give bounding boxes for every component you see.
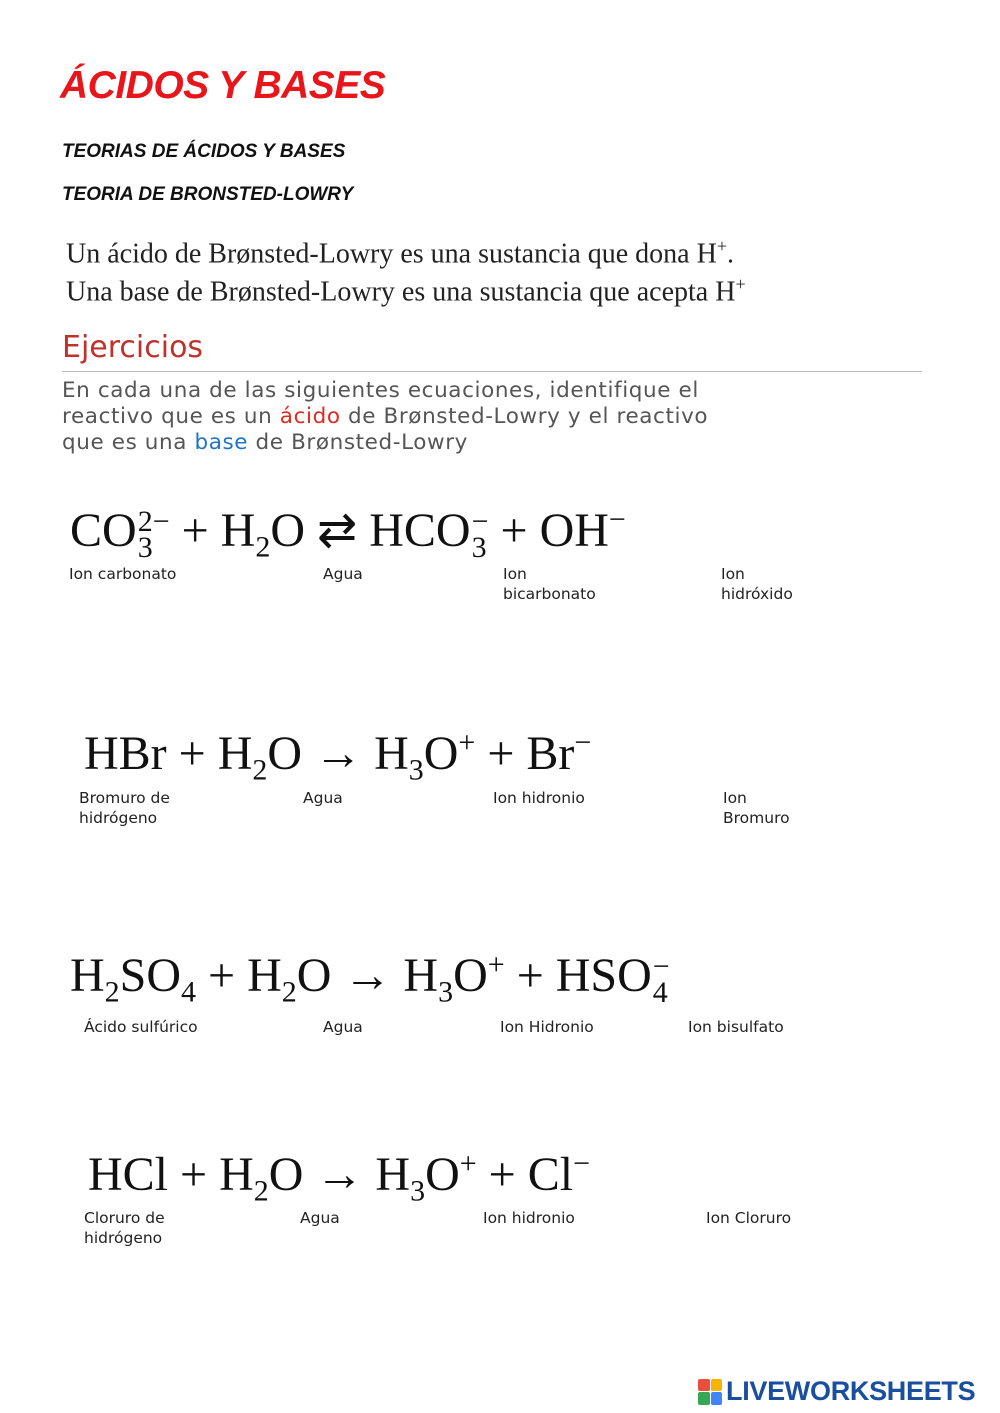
label-ion-cloruro: Ion Cloruro: [706, 1209, 792, 1227]
definition-acid: Un ácido de Brønsted-Lowry es una sustancia que dona H+.: [66, 236, 734, 270]
subtitle-bronsted: TEORIA DE BRONSTED-LOWRY: [62, 184, 354, 205]
label-ion-hidronio: Ion hidronio: [493, 789, 585, 807]
label-ion-bicarbonato: Ion bicarbonato: [503, 565, 596, 603]
label-ion-hidroxido: Ion hidróxido: [721, 565, 793, 603]
label-ion-carbonato: Ion carbonato: [69, 565, 177, 583]
label-agua: Agua: [323, 565, 363, 583]
brand-name: LIVEWORKSHEETS: [726, 1376, 976, 1406]
subtitle-theories: TEORIAS DE ÁCIDOS Y BASES: [62, 141, 346, 162]
label-agua: Agua: [300, 1209, 340, 1227]
label-cloruro-hidrogeno: Cloruro de hidrógeno: [84, 1209, 165, 1247]
label-ion-bisulfato: Ion bisulfato: [688, 1018, 784, 1036]
label-bromuro-hidrogeno: Bromuro de hidrógeno: [79, 789, 170, 827]
label-acido-sulfurico: Ácido sulfúrico: [84, 1018, 198, 1036]
equation-hcl: HCl + $H_2O \to H_3O^+ + Cl^-$: [88, 1147, 591, 1208]
exercises-divider: [62, 371, 922, 372]
label-ion-hidronio: Ion hidronio: [483, 1209, 575, 1227]
label-agua: Agua: [323, 1018, 363, 1036]
exercises-instructions: En cada una de las siguientes ecuaciones, identifique el reactivo que es un ácido de Brønsted-Lowry y el reactivo que es una base de Brønsted-Lowry: [62, 378, 709, 455]
definition-base: Una base de Brønsted-Lowry es una sustancia que acepta H+: [66, 274, 746, 308]
equation-hbr: HBr + $H_2O \to H_3O^+ + Br^-$: [84, 726, 592, 787]
equation-carbonate: CO 2− 3 + $H_2O$ ⇄ HCO − 3 + OH−: [70, 503, 626, 564]
label-agua: Agua: [303, 789, 343, 807]
equation-h2so4: $H_2SO_4 + H_2O \to H_3O^+$ + HSO − 4: [70, 948, 670, 1009]
exercises-heading: Ejercicios: [62, 330, 204, 365]
label-ion-hidronio: Ion Hidronio: [500, 1018, 594, 1036]
liveworksheets-logo[interactable]: [698, 1376, 975, 1407]
liveworksheets-icon: [698, 1379, 722, 1405]
page-title: ÁCIDOS Y BASES: [60, 64, 386, 107]
label-ion-bromuro: Ion Bromuro: [723, 789, 790, 827]
